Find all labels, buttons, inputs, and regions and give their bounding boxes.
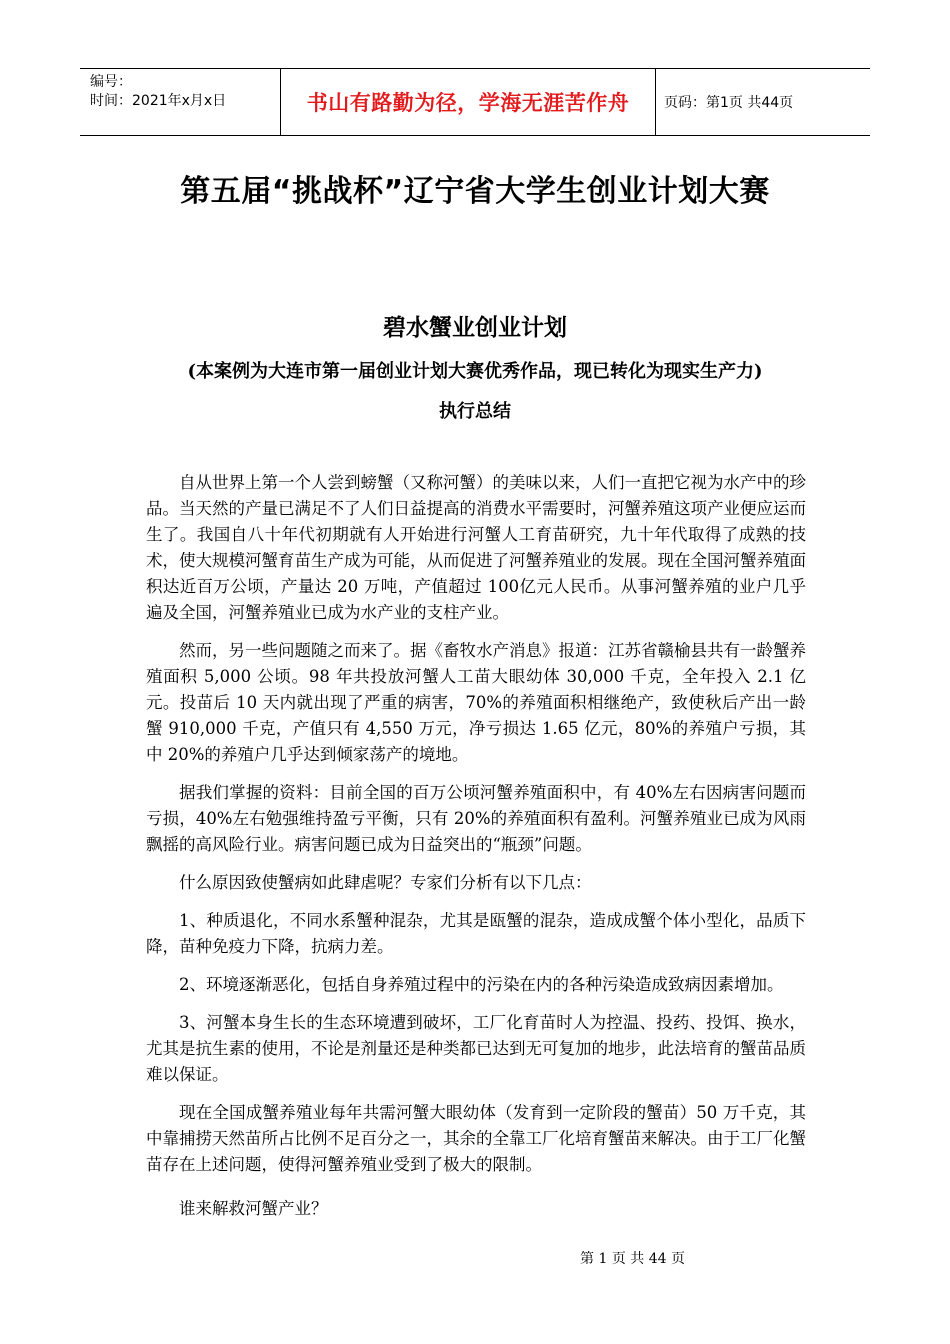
paragraph: 1、种质退化，不同水系蟹种混杂，尤其是瓯蟹的混杂，造成成蟹个体小型化，品质下降，苗种免疫力下降，抗病力差。	[146, 911, 806, 956]
paragraph: 2、环境逐渐恶化，包括自身养殖过程中的污染在内的各种污染造成致病因素增加。	[179, 975, 784, 994]
paragraph: 谁来解救河蟹产业？	[179, 1199, 328, 1218]
paragraph: 自从世界上第一个人尝到螃蟹（又称河蟹）的美味以来，人们一直把它视为水产中的珍品。当天然的产量已满足不了人们日益提高的消费水平需要时，河蟹养殖这项产业便应运而生了。我国自八十年代初期就有人开始进行河蟹人工育苗研究，九十年代取得了成熟的技术，使大规模河蟹育苗生产成为可能，从而促进了河蟹养殖业的发展。现在全国河蟹养殖面积达近百万公顷，产量达 20 万吨，产值超过 100亿元人民币。从事河蟹养殖的业户几乎遍及全国，河蟹养殖业已成为水产业的支柱产业。	[146, 473, 806, 622]
header-table	[80, 68, 870, 136]
page-footer: 第 1 页 共 44 页	[580, 1251, 685, 1267]
paragraph: 现在全国成蟹养殖业每年共需河蟹大眼幼体（发育到一定阶段的蟹苗）50 万千克，其中靠捕捞天然苗所占比例不足百分之一，其余的全靠工厂化培育蟹苗来解决。由于工厂化蟹苗存在上述问题，使得河蟹养殖业受到了极大的限制。	[146, 1103, 806, 1174]
paragraph: 3、河蟹本身生长的生态环境遭到破坏，工厂化育苗时人为控温、投药、投饵、换水，尤其是抗生素的使用，不论是剂量还是种类都已达到无可复加的地步，此法培育的蟹苗品质难以保证。	[146, 1013, 806, 1084]
section-title: 执行总结	[439, 401, 511, 422]
body-text	[146, 470, 806, 1234]
plan-title: 碧水蟹业创业计划	[383, 315, 567, 341]
paragraph: 据我们掌握的资料：目前全国的百万公顷河蟹养殖面积中，有 40%左右因病害问题而亏损，40%左右勉强维持盈亏平衡，只有 20%的养殖面积有盈利。河蟹养殖业已成为风雨飘摇的高风险行业。病害问题已成为日益突出的“瓶颈”问题。	[146, 783, 806, 854]
number-label: 编号：	[90, 74, 132, 90]
main-title: 第五届“挑战杯”辽宁省大学生创业计划大赛	[180, 174, 770, 209]
paragraph: 然而，另一些问题随之而来了。据《畜牧水产消息》报道：江苏省赣榆县共有一龄蟹养殖面积 5,000 公顷。98 年共投放河蟹人工苗大眼幼体 30,000 千克，全年投入 2.1 亿元。投苗后 10 天内就出现了严重的病害，70%的养殖面积相继绝产，致使秋后产出一龄蟹 910,000 千克，产值只有 4,550 万元，净亏损达 1.65 亿元，80%的养殖户亏损，其中 20%的养殖户几乎达到倾家荡产的境地。	[146, 641, 806, 764]
header-page-info: 页码：第1页 共44页	[664, 95, 794, 111]
header-motto: 书山有路勤为径，学海无涯苦作舟	[280, 69, 656, 135]
header-meta-cell	[80, 69, 280, 135]
date-label: 时间：2021年x月x日	[90, 93, 227, 109]
paragraph: 什么原因致使蟹病如此肆虐呢？专家们分析有以下几点：	[179, 873, 592, 892]
case-note: (本案例为大连市第一届创业计划大赛优秀作品，现已转化为现实生产力)	[187, 361, 763, 382]
